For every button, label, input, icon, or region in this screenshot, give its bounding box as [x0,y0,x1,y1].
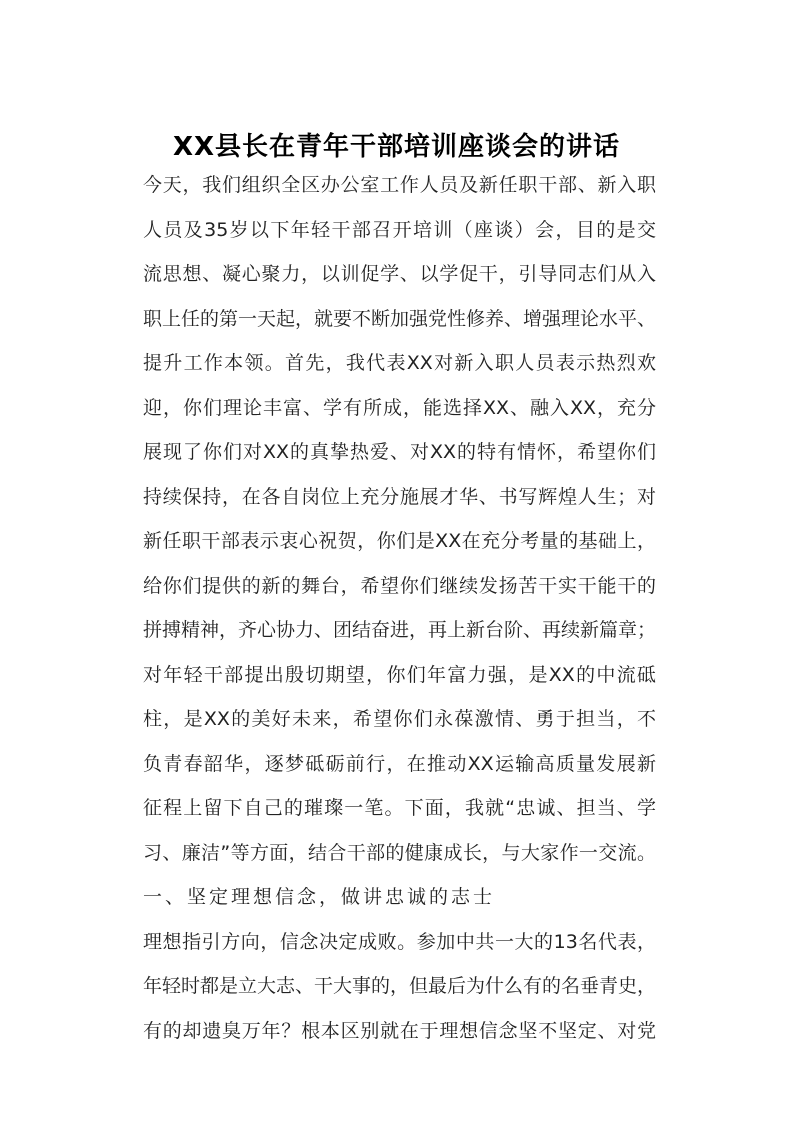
document-title: XX县长在青年干部培训座谈会的讲话 [172,132,621,162]
document-body [143,163,656,1053]
paragraph-line: 理想指引方向，信念决定成败。参加中共一大的13名代表， [143,930,656,953]
paragraph-line: 年轻时都是立大志、干大事的，但最后为什么有的名垂青史， [143,975,657,997]
paragraph-line: 新任职干部表示衷心祝贺，你们是XX在充分考量的基础上， [143,530,656,552]
paragraph-line: 征程上留下自己的璀璨一笔。下面，我就“忠诚、担当、学 [143,797,656,819]
paragraph-line: 人员及35岁以下年轻干部召开培训（座谈）会，目的是交 [143,218,656,241]
paragraph-line: 流思想、凝心聚力，以训促学、以学促干，引导同志们从入 [143,263,656,285]
paragraph-line: 拼搏精神，齐心协力、团结奋进，再上新台阶、再续新篇章； [143,619,657,641]
paragraph-line: 习、廉洁”等方面，结合干部的健康成长，与大家作一交流。 [143,841,656,864]
paragraph-line: 职上任的第一天起，就要不断加强党性修养、增强理论水平、 [143,307,657,330]
section-heading: 一、坚定理想信念，做讲忠诚的志士 [143,886,496,908]
paragraph-line: 提升工作本领。首先，我代表XX对新入职人员表示热烈欢 [143,352,656,374]
paragraph-line: 柱，是XX的美好未来，希望你们永葆激情、勇于担当，不 [143,708,656,730]
paragraph-line: 负青春韶华，逐梦砥砺前行，在推动XX运输高质量发展新 [143,752,656,775]
paragraph-line: 迎，你们理论丰富、学有所成，能选择XX、融入XX，充分 [143,396,656,419]
paragraph-line: 展现了你们对XX的真挚热爱、对XX的特有情怀，希望你们 [143,441,656,463]
paragraph-line: 有的却遗臭万年？根本区别就在于理想信念坚不坚定、对党 [143,1019,656,1042]
paragraph-line: 今天，我们组织全区办公室工作人员及新任职干部、新入职 [143,174,656,196]
paragraph-line: 对年轻干部提出殷切期望，你们年富力强，是XX的中流砥 [143,663,656,686]
paragraph-line: 持续保持，在各自岗位上充分施展才华、书写辉煌人生；对 [143,485,656,508]
paragraph-line: 给你们提供的新的舞台，希望你们继续发扬苦干实干能干的 [143,574,656,597]
